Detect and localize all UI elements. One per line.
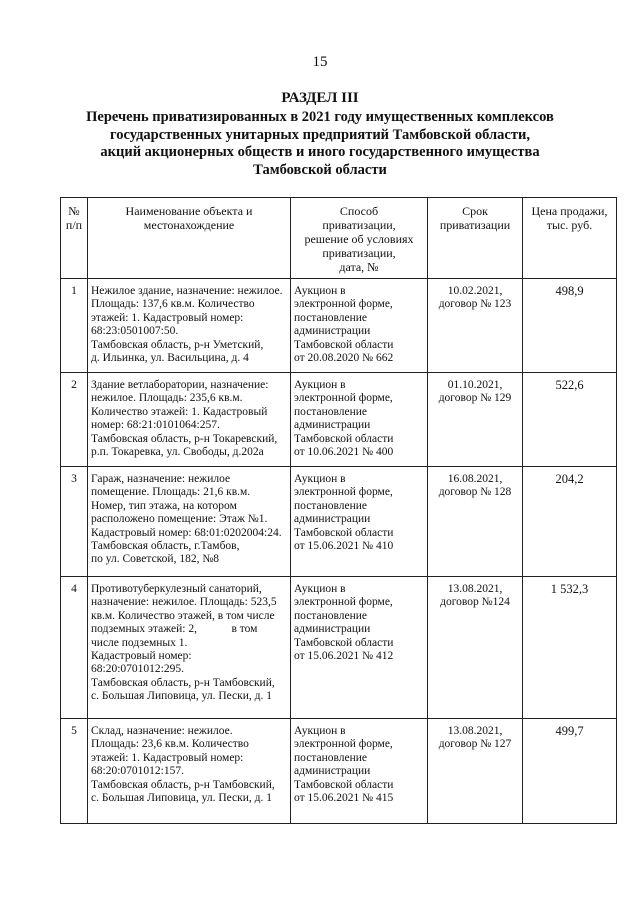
method-line: электронной форме, — [294, 738, 393, 751]
description-line: Гараж, назначение: нежилое — [91, 473, 231, 485]
header-line: приватизации, — [322, 218, 396, 232]
header-num — [61, 198, 88, 279]
method-line: администрации — [294, 623, 371, 636]
description-line: с. Большая Липовица, ул. Пески, д. 1 — [91, 690, 272, 703]
header-line: приватизации, — [322, 246, 396, 260]
method-line: Аукцион в — [294, 583, 346, 595]
method-line: администрации — [294, 513, 371, 526]
term-line: договор № 128 — [438, 486, 512, 499]
table-header-row — [61, 198, 617, 279]
description-line: Тамбовская область, р-н Токаревский, — [91, 432, 278, 445]
description-line: подземных этажей: 2, в том — [91, 623, 258, 636]
method-line: Тамбовской области — [294, 636, 394, 649]
privatization-method — [291, 279, 428, 373]
description-line: Тамбовская область, р-н Тамбовский, — [91, 676, 275, 689]
term-line: договор № 123 — [438, 298, 512, 311]
method-line: администрации — [294, 325, 371, 338]
privatization-method — [291, 373, 428, 467]
method-line: администрации — [294, 765, 371, 778]
method-line: постановление — [294, 405, 368, 418]
description-line: нежилое. Площадь: 235,6 кв.м. — [91, 392, 243, 405]
document-heading — [60, 109, 580, 179]
row-number: 5 — [61, 719, 88, 824]
header-line: Способ — [339, 204, 379, 218]
description-line: кв.м. Количество этажей, в том числе — [91, 609, 275, 622]
page-number: 15 — [312, 54, 328, 70]
header-term — [428, 198, 523, 279]
description-line: назначение: нежилое. Площадь: 523,5 — [91, 596, 277, 609]
description-line: Кадастровый номер: — [91, 650, 192, 663]
privatization-method — [291, 577, 428, 719]
description-line: Номер, тип этажа, на котором — [91, 499, 237, 512]
sale-price: 204,2 — [523, 467, 617, 577]
method-line: постановление — [294, 751, 368, 764]
header-method — [291, 198, 428, 279]
table-row — [61, 467, 617, 577]
description-line: расположено помещение: Этаж №1. — [91, 513, 268, 526]
object-description — [88, 373, 291, 467]
heading-line: акций акционерных обществ и иного государственного имущества — [100, 144, 540, 160]
sale-price: 498,9 — [523, 279, 617, 373]
description-line: 68:20:0701012:157. — [91, 765, 184, 778]
description-line: Количество этажей: 1. Кадастровый — [91, 405, 268, 418]
table-row — [61, 577, 617, 719]
sale-price: 499,7 — [523, 719, 617, 824]
description-line: Площадь: 137,6 кв.м. Количество — [91, 298, 255, 311]
description-line: д. Ильинка, ул. Васильцина, д. 4 — [91, 352, 249, 365]
method-line: Тамбовской области — [294, 432, 394, 445]
object-description — [88, 279, 291, 373]
method-line: постановление — [294, 609, 368, 622]
method-line: электронной форме, — [294, 392, 393, 405]
description-line: Площадь: 23,6 кв.м. Количество — [91, 738, 249, 751]
description-line: этажей: 1. Кадастровый номер: — [91, 751, 244, 764]
method-line: администрации — [294, 419, 371, 432]
method-line: электронной форме, — [294, 486, 393, 499]
description-line: 68:23:0501007:50. — [91, 325, 179, 338]
method-line: Аукцион в — [294, 379, 346, 391]
heading-line: государственных унитарных предприятий Тамбовской области, — [110, 126, 530, 143]
privatization-table — [60, 197, 617, 824]
privatization-term — [428, 467, 523, 577]
description-line: р.п. Токаревка, ул. Свободы, д.202а — [91, 446, 264, 459]
section-title: РАЗДЕЛ III — [281, 90, 359, 106]
header-line: тыс. руб. — [546, 218, 593, 232]
row-number: 1 — [61, 279, 88, 373]
object-description — [88, 467, 291, 577]
method-line: Аукцион в — [294, 285, 346, 297]
sale-price: 1 532,3 — [523, 577, 617, 719]
description-line: по ул. Советской, 182, №8 — [91, 553, 220, 566]
header-price — [523, 198, 617, 279]
description-line: помещение. Площадь: 21,6 кв.м. — [91, 486, 251, 499]
row-number: 2 — [61, 373, 88, 467]
method-line: от 20.08.2020 № 662 — [294, 352, 394, 365]
description-line: Здание ветлаборатории, назначение: — [91, 379, 269, 391]
privatization-term — [428, 719, 523, 824]
description-line: этажей: 1. Кадастровый номер: — [91, 311, 244, 324]
description-line: с. Большая Липовица, ул. Пески, д. 1 — [91, 792, 272, 805]
header-line: дата, № — [339, 260, 379, 274]
table-row — [61, 279, 617, 373]
header-line: местонахождение — [143, 218, 235, 232]
header-line: решение об условиях — [304, 232, 414, 246]
description-line: номер: 68:21:0101064:257. — [91, 419, 220, 432]
header-line: № — [68, 204, 80, 218]
privatization-term — [428, 577, 523, 719]
heading-line: Перечень приватизированных в 2021 году имущественных комплексов — [86, 109, 554, 125]
object-description — [88, 719, 291, 824]
header-line: п/п — [65, 218, 83, 232]
privatization-term — [428, 373, 523, 467]
header-line: Цена продажи, — [531, 204, 608, 218]
method-line: от 15.06.2021 № 410 — [294, 540, 394, 553]
description-line: Тамбовская область, г.Тамбов, — [91, 540, 240, 553]
sale-price: 522,6 — [523, 373, 617, 467]
header-line: Срок — [462, 204, 488, 218]
method-line: постановление — [294, 311, 368, 324]
object-description — [88, 577, 291, 719]
description-line: Тамбовская область, р-н Уметский, — [91, 338, 264, 351]
term-line: 01.10.2021, — [447, 379, 503, 391]
term-line: договор №124 — [440, 596, 510, 609]
description-line: 68:20:0701012:295. — [91, 663, 184, 676]
method-line: Тамбовской области — [294, 526, 394, 539]
header-line: приватизации — [439, 218, 511, 232]
method-line: электронной форме, — [294, 298, 393, 311]
description-line: числе подземных 1. — [91, 636, 188, 649]
table-row — [61, 373, 617, 467]
method-line: Тамбовской области — [294, 778, 394, 791]
method-line: постановление — [294, 499, 368, 512]
privatization-method — [291, 467, 428, 577]
description-line: Склад, назначение: нежилое. — [91, 725, 233, 737]
privatization-term — [428, 279, 523, 373]
term-line: 10.02.2021, — [447, 285, 503, 297]
method-line: Тамбовской области — [294, 338, 394, 351]
row-number: 4 — [61, 577, 88, 719]
method-line: от 15.06.2021 № 415 — [294, 792, 394, 805]
method-line: от 10.06.2021 № 400 — [294, 446, 394, 459]
privatization-method — [291, 719, 428, 824]
method-line: Аукцион в — [294, 725, 346, 737]
description-line: Кадастровый номер: 68:01:0202004:24. — [91, 526, 282, 539]
header-line: Наименование объекта и — [125, 204, 253, 218]
term-line: 16.08.2021, — [447, 473, 503, 485]
description-line: Тамбовская область, р-н Тамбовский, — [91, 778, 275, 791]
method-line: электронной форме, — [294, 596, 393, 609]
header-name — [88, 198, 291, 279]
term-line: договор № 127 — [438, 738, 512, 751]
description-line: Нежилое здание, назначение: нежилое. — [91, 285, 283, 297]
method-line: от 15.06.2021 № 412 — [294, 650, 394, 663]
term-line: договор № 129 — [438, 392, 512, 405]
term-line: 13.08.2021, — [447, 725, 503, 737]
description-line: Противотуберкулезный санаторий, — [91, 583, 262, 595]
method-line: Аукцион в — [294, 473, 346, 485]
heading-line: Тамбовской области — [253, 161, 387, 178]
table-row — [61, 719, 617, 824]
row-number: 3 — [61, 467, 88, 577]
term-line: 13.08.2021, — [447, 583, 503, 595]
